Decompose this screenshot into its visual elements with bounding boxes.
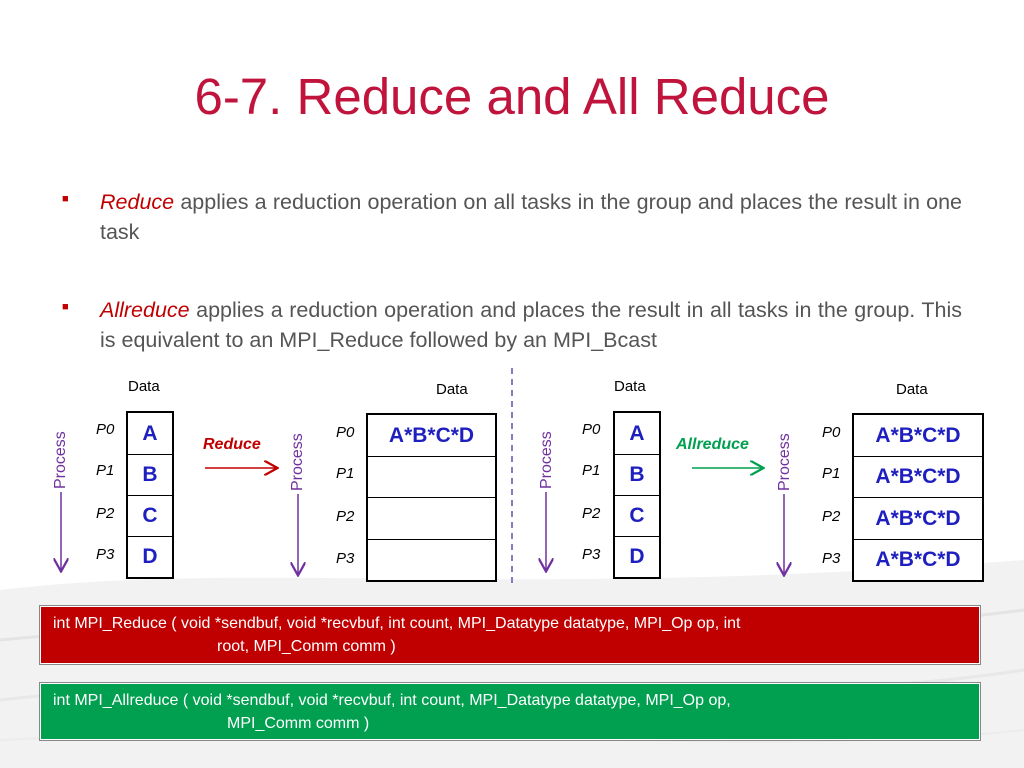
allreduce-output-column <box>852 413 984 582</box>
process-id: P2 <box>822 508 841 525</box>
data-cell <box>368 498 495 540</box>
data-label: Data <box>436 381 468 398</box>
code-line: int MPI_Reduce ( void *sendbuf, void *recvbuf, int count, MPI_Datatype datatype, MPI_Op op, int <box>53 615 741 632</box>
process-id: P0 <box>582 421 601 438</box>
process-label: Process <box>776 433 793 491</box>
reduce-output-column <box>366 413 497 582</box>
reduce-input-column <box>126 411 174 579</box>
code-line: int MPI_Allreduce ( void *sendbuf, void *recvbuf, int count, MPI_Datatype datatype, MPI_Op op, <box>53 692 731 709</box>
process-id: P0 <box>822 424 841 441</box>
process-id: P3 <box>822 550 841 567</box>
data-cell: B <box>615 455 659 496</box>
bullet-keyword: Reduce <box>100 190 175 214</box>
data-cell: D <box>142 545 158 568</box>
process-id: P1 <box>96 462 115 479</box>
process-id: P3 <box>582 546 601 563</box>
mpi-allreduce-signature <box>40 683 980 740</box>
data-cell: D <box>629 545 645 568</box>
process-id: P2 <box>336 508 355 525</box>
data-cell: A <box>615 413 659 455</box>
process-id: P2 <box>96 505 115 522</box>
process-label: Process <box>289 433 306 491</box>
process-id: P2 <box>582 505 601 522</box>
process-label: Process <box>538 431 555 489</box>
data-cell <box>368 540 495 580</box>
code-line: MPI_Comm comm ) <box>227 715 370 732</box>
data-cell: C <box>615 496 659 537</box>
allreduce-input-column <box>613 411 661 579</box>
data-cell <box>368 457 495 498</box>
data-cell: A <box>128 413 172 455</box>
process-id: P1 <box>582 462 601 479</box>
process-label: Process <box>52 431 69 489</box>
code-line: root, MPI_Comm comm ) <box>217 638 396 655</box>
process-id: P3 <box>336 550 355 567</box>
slide-title: 6-7. Reduce and All Reduce <box>194 68 830 125</box>
process-id: P0 <box>96 421 115 438</box>
process-id: P3 <box>96 546 115 563</box>
bullet-body: applies a reduction operation on all tasks in the group and places the result in one task <box>100 190 962 244</box>
mpi-reduce-signature <box>40 606 980 664</box>
data-label: Data <box>128 378 160 395</box>
bullet-keyword: Allreduce <box>100 298 190 322</box>
reduce-operation-label: Reduce <box>203 436 261 453</box>
bullet-body: applies a reduction operation and places the result in all tasks in the group. This is equivalent to an MPI_Reduce followed by an MPI_Bcast <box>100 298 962 352</box>
data-cell: A*B*C*D <box>368 415 495 457</box>
data-cell: A*B*C*D <box>854 498 982 540</box>
process-id: P1 <box>336 465 355 482</box>
square-bullet-icon: ■ <box>62 193 69 205</box>
data-cell: A*B*C*D <box>854 415 982 457</box>
process-id: P0 <box>336 424 355 441</box>
allreduce-operation-label: Allreduce <box>676 436 749 453</box>
data-cell: A*B*C*D <box>875 548 961 571</box>
data-cell: B <box>128 455 172 496</box>
square-bullet-icon: ■ <box>62 301 69 313</box>
data-label: Data <box>896 381 928 398</box>
data-cell: C <box>128 496 172 537</box>
data-cell: A*B*C*D <box>854 457 982 498</box>
process-id: P1 <box>822 465 841 482</box>
data-label: Data <box>614 378 646 395</box>
